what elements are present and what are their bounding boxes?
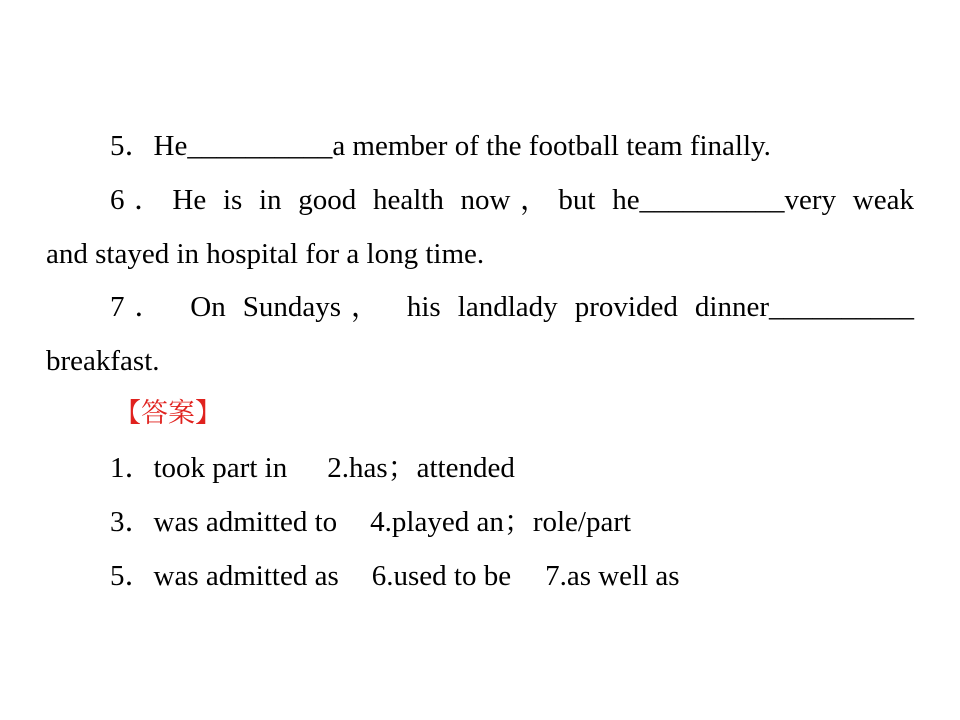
- answer-7: 7.as well as: [545, 560, 680, 592]
- answer-1: 1．took part in: [110, 452, 288, 484]
- question-7-continuation: breakfast.: [46, 345, 160, 377]
- answer-2: 2.has；attended: [327, 452, 515, 484]
- answer-row-3: [110, 558, 914, 594]
- question-6-continuation: and stayed in hospital for a long time.: [46, 238, 485, 270]
- question-6-line-2: [46, 236, 914, 272]
- question-6-line-1: [110, 182, 914, 218]
- answer-row-1: [110, 450, 914, 486]
- answer-heading: [114, 396, 960, 432]
- question-5-text: 5．He__________a member of the football team finally.: [110, 130, 771, 162]
- answer-4: 4.played an；role/part: [370, 506, 632, 538]
- question-7-line-1: [110, 289, 914, 325]
- question-5: [110, 128, 914, 164]
- question-7-text: 7． On Sundays， his landlady provided dinner__________: [110, 291, 914, 323]
- answer-6: 6.used to be: [371, 560, 512, 592]
- answer-row-2: [110, 504, 914, 540]
- answer-5: 5．was admitted as: [110, 560, 339, 592]
- answer-3: 3．was admitted to: [110, 506, 338, 538]
- answer-heading-label: 【答案】: [114, 398, 222, 429]
- question-6-text: 6．He is in good health now，but he__________very weak: [110, 184, 914, 216]
- question-7-line-2: [46, 343, 914, 379]
